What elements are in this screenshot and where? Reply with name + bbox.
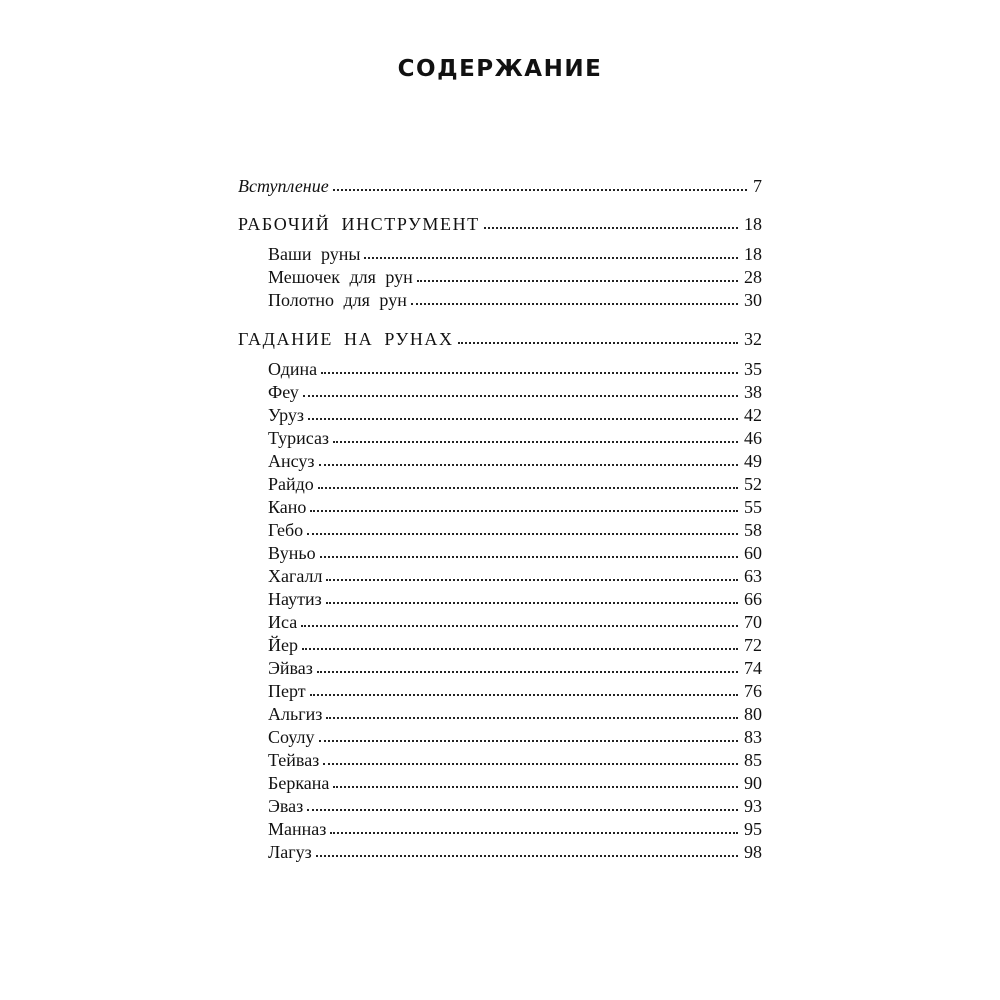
toc-entry xyxy=(268,816,762,840)
toc-entry-label: Соулу xyxy=(268,727,315,747)
dot-leader xyxy=(308,418,738,420)
toc-entry-page: 28 xyxy=(744,267,762,287)
toc-entry-page: 55 xyxy=(744,497,762,517)
toc-entry-page: 35 xyxy=(744,359,762,379)
toc-entry xyxy=(268,586,762,610)
dot-leader xyxy=(458,342,738,344)
toc-entry-page: 46 xyxy=(744,428,762,448)
toc-entry-page: 85 xyxy=(744,750,762,770)
toc-entry-page: 95 xyxy=(744,819,762,839)
toc-entry-label: Феу xyxy=(268,382,299,402)
toc-entry-page: 52 xyxy=(744,474,762,494)
toc-entry-label: Полотно для рун xyxy=(268,290,407,310)
toc-entry xyxy=(268,379,762,403)
toc-entry-intro xyxy=(238,173,762,197)
toc-entry xyxy=(268,563,762,587)
dot-leader xyxy=(310,694,738,696)
dot-leader xyxy=(317,671,738,673)
toc-entry-label: Вступление xyxy=(238,176,329,196)
toc-entry-page: 74 xyxy=(744,658,762,678)
toc-entry-label: Йер xyxy=(268,635,298,655)
dot-leader xyxy=(319,740,738,742)
dot-leader xyxy=(326,602,738,604)
toc-entry-label: Турисаз xyxy=(268,428,330,448)
toc-entry-label: Беркана xyxy=(268,773,330,793)
dot-leader xyxy=(417,280,738,282)
toc-entry xyxy=(268,241,762,265)
toc-entry-label: Гебо xyxy=(268,520,304,540)
toc-entry xyxy=(268,471,762,495)
toc-entry-page: 7 xyxy=(753,176,762,196)
toc-entry xyxy=(268,287,762,311)
toc-entry-label: Эйваз xyxy=(268,658,313,678)
dot-leader xyxy=(323,763,738,765)
toc-entry-label: Наутиз xyxy=(268,589,322,609)
toc-entry xyxy=(268,770,762,794)
dot-leader xyxy=(316,855,738,857)
toc-entry-page: 42 xyxy=(744,405,762,425)
toc-entry-label: Одина xyxy=(268,359,318,379)
toc-entry-label: Перт xyxy=(268,681,306,701)
toc-entry-page: 18 xyxy=(744,244,762,264)
toc-entry-page: 49 xyxy=(744,451,762,471)
toc-entry xyxy=(268,356,762,380)
toc-entry xyxy=(268,448,762,472)
dot-leader xyxy=(307,533,738,535)
toc-entry-label: Хагалл xyxy=(268,566,323,586)
toc-entry-label: Райдо xyxy=(268,474,314,494)
toc-entry-label: Мешочек для рун xyxy=(268,267,413,287)
toc-entry-page: 93 xyxy=(744,796,762,816)
toc-section-label: РАБОЧИЙ ИНСТРУМЕНТ xyxy=(238,214,480,234)
toc-entry xyxy=(268,494,762,518)
dot-leader xyxy=(330,832,738,834)
dot-leader xyxy=(303,395,738,397)
toc-entry-label: Тейваз xyxy=(268,750,320,770)
toc-entry xyxy=(268,264,762,288)
dot-leader xyxy=(484,227,738,229)
dot-leader xyxy=(301,625,738,627)
toc-entry-label: Манназ xyxy=(268,819,327,839)
toc-entry-page: 72 xyxy=(744,635,762,655)
toc-entry xyxy=(268,839,762,863)
toc-entry xyxy=(268,701,762,725)
toc-entry-label: Уруз xyxy=(268,405,305,425)
dot-leader xyxy=(302,648,738,650)
toc-entry-page: 60 xyxy=(744,543,762,563)
toc-entry xyxy=(268,747,762,771)
toc-entry xyxy=(268,425,762,449)
toc-entry-page: 38 xyxy=(744,382,762,402)
page-title: СОДЕРЖАНИЕ xyxy=(397,56,603,82)
dot-leader xyxy=(333,441,738,443)
toc-entry-page: 76 xyxy=(744,681,762,701)
toc-entry xyxy=(268,724,762,748)
toc-entry-label: Кано xyxy=(268,497,307,517)
toc-entry-label: Вуньо xyxy=(268,543,316,563)
toc-entry-page: 58 xyxy=(744,520,762,540)
toc-entry-label: Ансуз xyxy=(268,451,315,471)
toc-section-rabochiy-instrument xyxy=(238,211,762,235)
toc-entry xyxy=(268,655,762,679)
dot-leader xyxy=(310,510,738,512)
toc-entry-page: 18 xyxy=(744,214,762,234)
dot-leader xyxy=(318,487,738,489)
dot-leader xyxy=(333,189,747,191)
toc-entry-page: 66 xyxy=(744,589,762,609)
dot-leader xyxy=(364,257,738,259)
toc-entry-page: 98 xyxy=(744,842,762,862)
toc-entry-label: Лагуз xyxy=(268,842,312,862)
toc-entry-page: 90 xyxy=(744,773,762,793)
toc-entry-page: 30 xyxy=(744,290,762,310)
toc-entry xyxy=(268,678,762,702)
toc-entry xyxy=(268,517,762,541)
dot-leader xyxy=(411,303,738,305)
toc-entry xyxy=(268,632,762,656)
toc-entry-label: Ваши руны xyxy=(268,244,361,264)
toc-entry-page: 83 xyxy=(744,727,762,747)
dot-leader xyxy=(320,556,738,558)
dot-leader xyxy=(326,579,738,581)
toc-entry-page: 32 xyxy=(744,329,762,349)
toc-entry-label: Альгиз xyxy=(268,704,323,724)
toc-entry-page: 80 xyxy=(744,704,762,724)
toc-entry xyxy=(268,402,762,426)
toc-entry xyxy=(268,540,762,564)
toc-entry xyxy=(268,609,762,633)
toc-entry-label: Иса xyxy=(268,612,298,632)
toc-entry-page: 70 xyxy=(744,612,762,632)
toc-entry-label: Эваз xyxy=(268,796,304,816)
dot-leader xyxy=(326,717,738,719)
dot-leader xyxy=(307,809,738,811)
dot-leader xyxy=(321,372,738,374)
dot-leader xyxy=(333,786,738,788)
toc-entry xyxy=(268,793,762,817)
dot-leader xyxy=(319,464,739,466)
toc-section-label: ГАДАНИЕ НА РУНАХ xyxy=(238,329,454,349)
toc-section-gadanie-na-runah xyxy=(238,326,762,350)
toc-entry-page: 63 xyxy=(744,566,762,586)
